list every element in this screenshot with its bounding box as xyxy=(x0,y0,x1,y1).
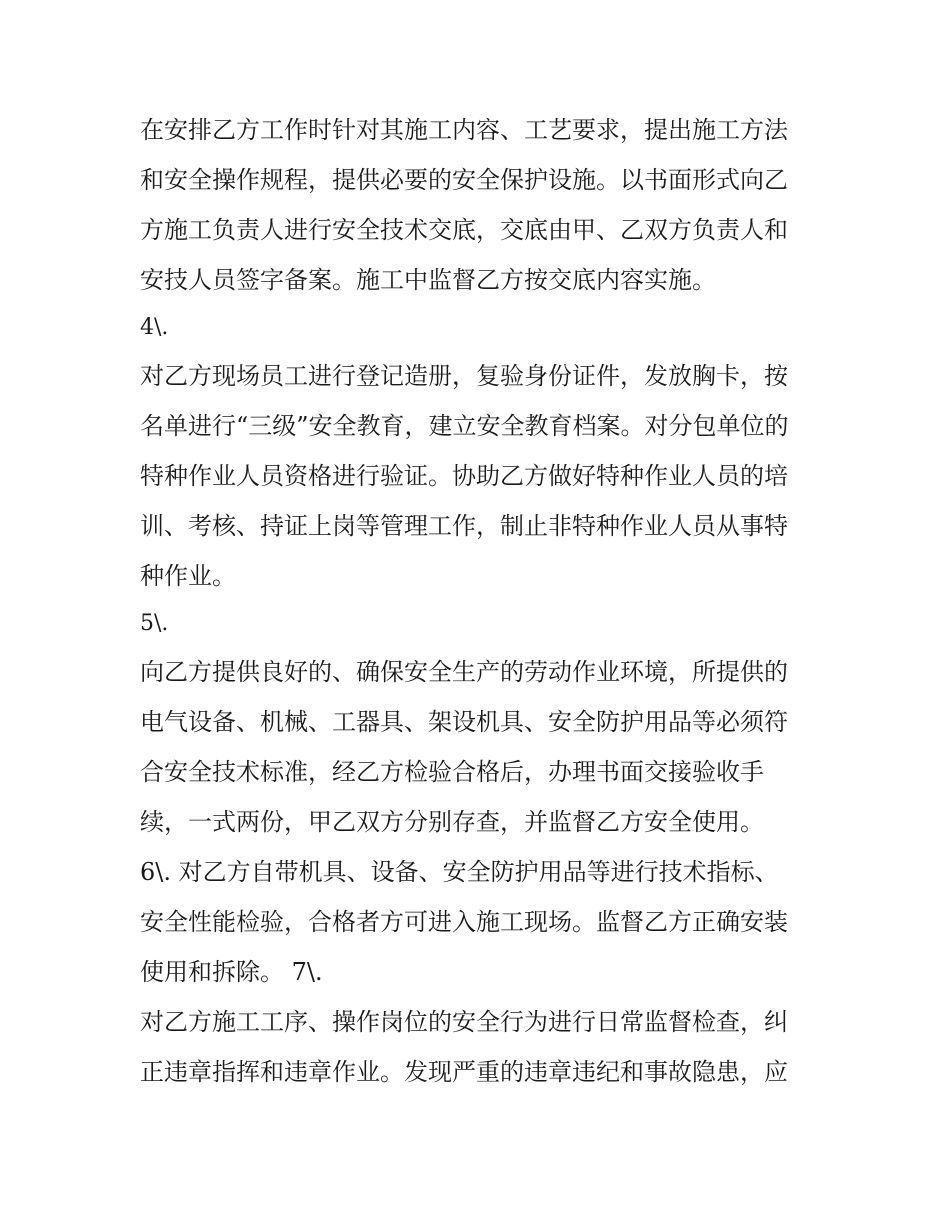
text-line: 对乙方现场员工进行登记造册，复验身份证件，发放胸卡，按 xyxy=(140,362,788,390)
text-line: 6\. 对乙方自带机具、设备、安全防护用品等进行技术指标、 xyxy=(140,858,779,886)
text-line: 和安全操作规程，提供必要的安全保护设施。以书面形式向乙 xyxy=(140,166,788,194)
text-line: 安全性能检验，合格者方可进入施工现场。监督乙方正确安装 xyxy=(140,908,788,936)
item-number: 4\. xyxy=(140,315,169,340)
item-number: 5\. xyxy=(140,611,169,636)
text-line: 在安排乙方工作时针对其施工内容、工艺要求，提出施工方法 xyxy=(140,116,788,144)
text-line: 对乙方施工工序、操作岗位的安全行为进行日常监督检查，纠 xyxy=(140,1008,788,1036)
text-line: 特种作业人员资格进行验证。协助乙方做好特种作业人员的培 xyxy=(140,462,788,490)
text-line: 名单进行“三级”安全教育，建立安全教育档案。对分包单位的 xyxy=(140,412,789,440)
text-line: 方施工负责人进行安全技术交底，交底由甲、乙双方负责人和 xyxy=(140,216,788,244)
text-line: 安技人员签字备案。施工中监督乙方按交底内容实施。 xyxy=(140,266,716,294)
text-line: 种作业。 xyxy=(140,562,236,590)
text-line: 训、考核、持证上岗等管理工作，制止非特种作业人员从事特 xyxy=(140,512,788,540)
text-line: 电气设备、机械、工器具、架设机具、安全防护用品等必须符 xyxy=(140,708,788,736)
text-line: 合安全技术标准，经乙方检验合格后，办理书面交接验收手 xyxy=(140,758,764,786)
document-body xyxy=(140,105,820,1097)
text-line: 续，一式两份，甲乙双方分别存查，并监督乙方安全使用。 xyxy=(140,808,764,836)
text-line: 正违章指挥和违章作业。发现严重的违章违纪和事故隐患，应 xyxy=(140,1058,788,1086)
text-line: 向乙方提供良好的、确保安全生产的劳动作业环境，所提供的 xyxy=(140,658,788,686)
text-line: 使用和拆除。 7\. xyxy=(140,958,323,986)
